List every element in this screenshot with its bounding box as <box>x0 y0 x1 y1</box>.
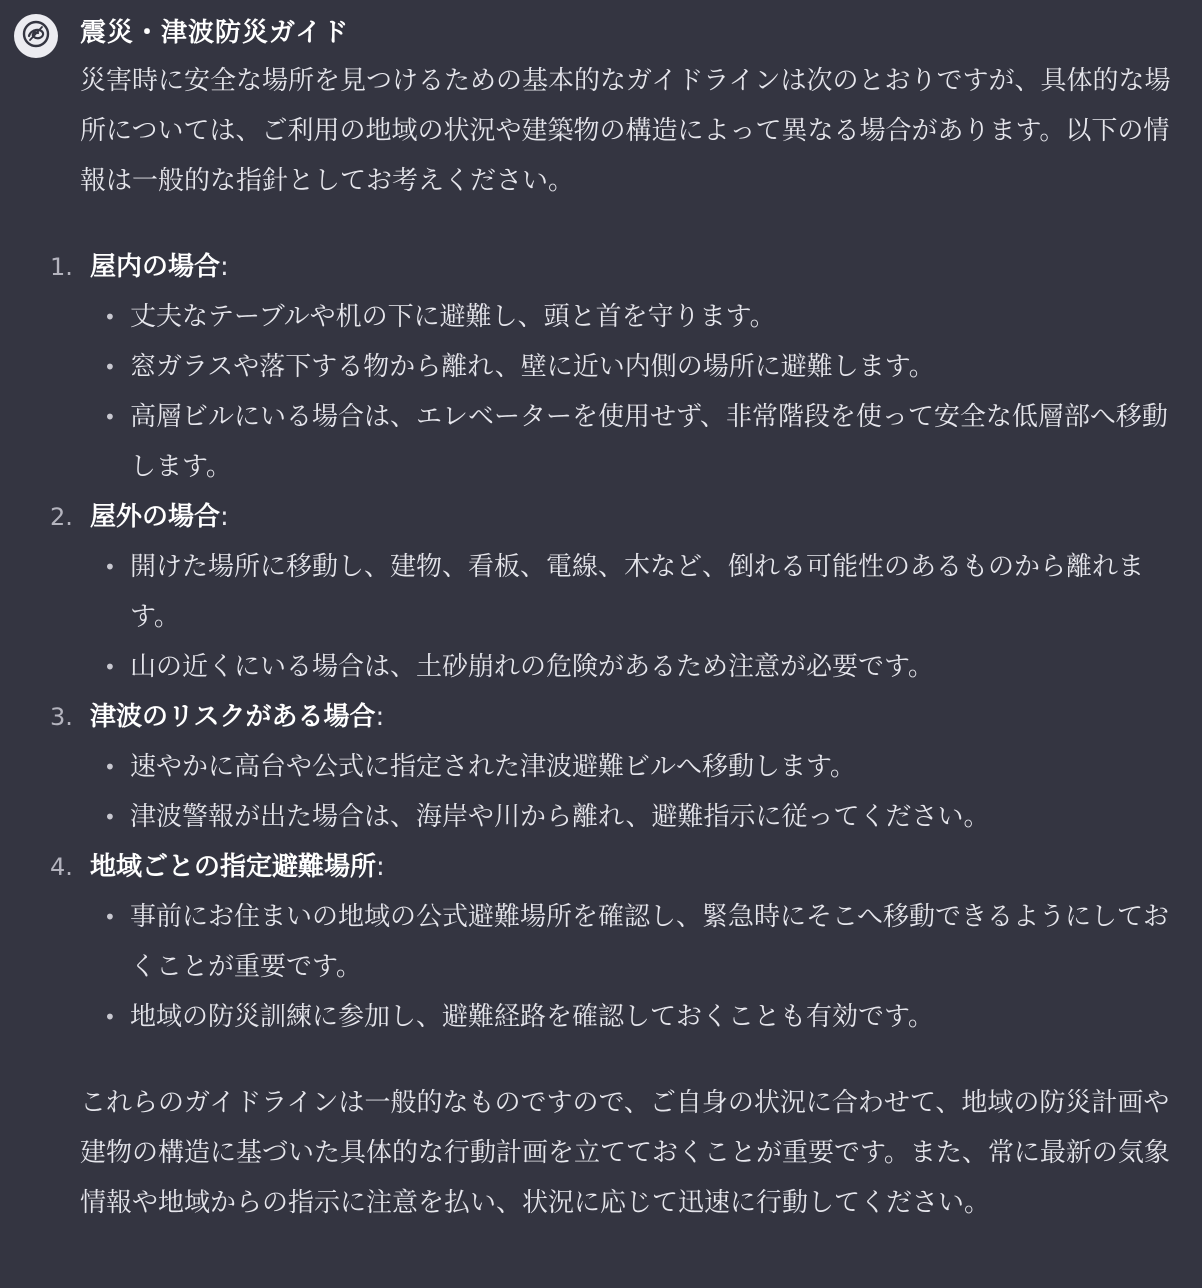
bullet-icon: • <box>104 755 116 779</box>
bullet-icon: • <box>104 305 116 329</box>
bullet-item <box>80 392 1180 492</box>
section-colon: : <box>220 252 229 282</box>
list-item <box>50 692 1180 842</box>
list-number: 3. <box>50 703 73 731</box>
bullet-icon: • <box>104 655 116 679</box>
section-title: 屋内の場合 <box>90 252 221 282</box>
bullet-icon: • <box>104 905 116 929</box>
section-title: 地域ごとの指定避難場所 <box>90 852 377 882</box>
bullet-text: 速やかに高台や公式に指定された津波避難ビルへ移動します。 <box>130 752 856 782</box>
section-colon: : <box>375 702 385 732</box>
section-title: 屋外の場合 <box>90 502 221 532</box>
section-colon: : <box>376 852 385 882</box>
bullet-icon: • <box>104 1005 116 1029</box>
bullet-list <box>80 542 1180 692</box>
bullet-text: 開けた場所に移動し、建物、看板、電線、木など、倒れる可能性のあるものから離れます。 <box>130 552 1145 632</box>
bullet-item <box>80 742 1180 792</box>
bullet-item <box>80 792 1180 842</box>
section-colon: : <box>220 502 229 532</box>
assistant-avatar <box>14 14 58 58</box>
bullet-item <box>80 542 1180 642</box>
bullet-text: 事前にお住まいの地域の公式避難場所を確認し、緊急時にそこへ移動できるようにしておくことが重要です。 <box>130 902 1169 982</box>
sender-name: 震災・津波防災ガイド <box>80 18 350 48</box>
message-content <box>50 56 1180 1228</box>
bullet-icon: • <box>104 355 116 379</box>
bullet-item <box>80 342 1180 392</box>
bullet-icon: • <box>104 555 116 579</box>
bullet-item <box>80 992 1180 1042</box>
bullet-item <box>80 642 1180 692</box>
bullet-icon: • <box>104 405 116 429</box>
bullet-list <box>80 742 1180 842</box>
bullet-text: 山の近くにいる場合は、土砂崩れの危険があるため注意が必要です。 <box>130 652 934 682</box>
bullet-text: 地域の防災訓練に参加し、避難経路を確認しておくことも有効です。 <box>130 1002 934 1032</box>
list-item <box>50 242 1180 492</box>
list-number: 2. <box>50 503 73 531</box>
guideline-list <box>50 242 1180 1042</box>
bullet-list <box>80 892 1180 1042</box>
assistant-logo-icon <box>21 19 51 53</box>
list-number: 1. <box>50 253 73 281</box>
bullet-icon: • <box>104 805 116 829</box>
list-item <box>50 842 1180 1042</box>
intro-paragraph: 災害時に安全な場所を見つけるための基本的なガイドラインは次のとおりですが、具体的な場所については、ご利用の地域の状況や建築物の構造によって異なる場合があります。以下の情報は一般的な指針としてお考えください。 <box>80 66 1171 196</box>
bullet-text: 津波警報が出た場合は、海岸や川から離れ、避難指示に従ってください。 <box>130 802 990 832</box>
bullet-list <box>80 292 1180 492</box>
list-item <box>50 492 1180 692</box>
section-title: 津波のリスクがある場合 <box>90 702 376 732</box>
bullet-text: 高層ビルにいる場合は、エレベーターを使用せず、非常階段を使って安全な低層部へ移動します。 <box>130 402 1168 482</box>
bullet-item <box>80 292 1180 342</box>
bullet-text: 窓ガラスや落下する物から離れ、壁に近い内側の場所に避難します。 <box>130 352 935 382</box>
bullet-text: 丈夫なテーブルや机の下に避難し、頭と首を守ります。 <box>130 302 776 332</box>
list-number: 4. <box>50 853 73 881</box>
bullet-item <box>80 892 1180 992</box>
outro-paragraph: これらのガイドラインは一般的なものですので、ご自身の状況に合わせて、地域の防災計画や建物の構造に基づいた具体的な行動計画を立てておくことが重要です。また、常に最新の気象情報や地域からの指示に注意を払い、状況に応じて迅速に行動してください。 <box>80 1088 1170 1218</box>
